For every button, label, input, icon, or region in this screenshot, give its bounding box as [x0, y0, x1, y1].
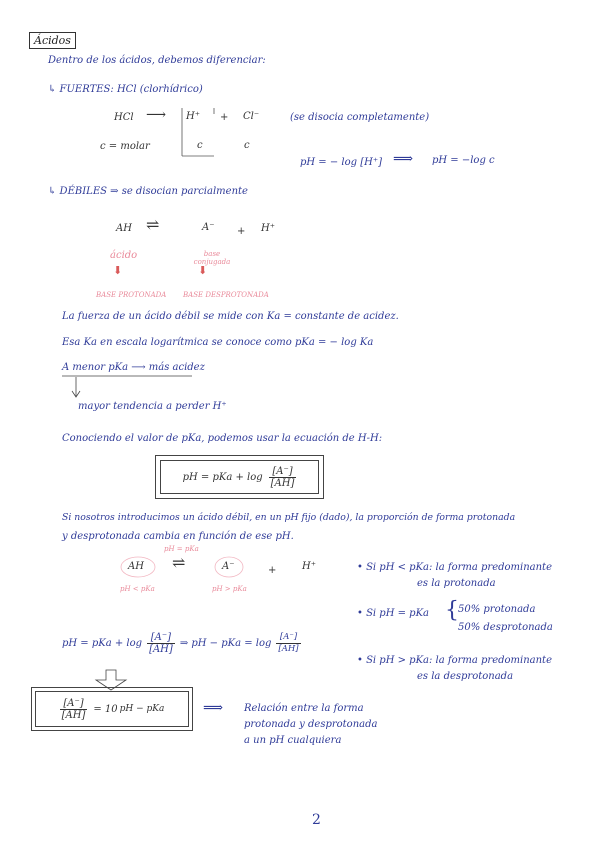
ph-formula: pH = − log [H⁺]	[300, 157, 383, 168]
buffer-a-minus: A⁻	[222, 561, 235, 572]
ah-circle	[121, 557, 155, 577]
strong-c-anion: c	[244, 140, 250, 151]
derivation-denominator: [AH]	[149, 644, 173, 655]
acid-label: ácido	[110, 250, 138, 261]
strong-dissociation-note: (se disocia completamente)	[290, 112, 430, 123]
derivation-denominator-2: [AH]	[278, 644, 299, 654]
buffer-ah: AH	[128, 561, 144, 572]
column-bracket	[182, 108, 214, 156]
ka-definition: La fuerza de un ácido débil se mide con Ka = constante de acidez.	[62, 311, 399, 322]
result-denominator: [AH]	[61, 709, 86, 721]
equilibrium-arrow-icon: ⇌	[172, 553, 186, 572]
relation-line-2: protonada y desprotonada	[244, 719, 378, 730]
hh-numerator: [A⁻]	[269, 466, 297, 478]
case-higher-line-2: es la desprotonada	[417, 671, 514, 682]
buffer-intro-line-2: y desprotonada cambia en función de ese pH.	[62, 531, 294, 542]
case-higher-line-1: • Si pH > pKa: la forma predominante	[357, 655, 552, 666]
case-equal-protonated: 50% protonada	[458, 604, 536, 615]
weak-anion: A⁻	[202, 222, 215, 233]
down-arrow-icon: ⬇	[113, 264, 123, 277]
lower-pka-rule: A menor pKa ⟶ más acidez	[62, 362, 205, 373]
strong-reactant: HCl	[114, 112, 134, 123]
weak-proton: H⁺	[261, 223, 275, 234]
strong-proton: H⁺	[186, 111, 200, 122]
pka-definition: Esa Ka en escala logarítmica se conoce como pKa = − log Ka	[62, 337, 374, 348]
buffer-h-plus: H⁺	[302, 561, 316, 572]
page-title: Ácidos	[29, 32, 76, 49]
relation-line-1: Relación entre la forma	[244, 703, 364, 714]
derivation-left: pH = pKa + log	[62, 638, 143, 649]
weak-reactant: AH	[116, 223, 132, 234]
page-number: 2	[312, 812, 321, 828]
arrow-icon: ⟶	[146, 107, 167, 123]
intro-text: Dentro de los ácidos, debemos diferenciar:	[48, 55, 266, 66]
case-equal: • Si pH = pKa	[357, 608, 429, 619]
case-lower-line-2: es la protonada	[417, 578, 496, 589]
equal-ph-label: pH = pKa	[164, 545, 199, 553]
strong-acids-heading: ↳ FUERTES: HCl (clorhídrico)	[48, 84, 203, 95]
higher-ph-label: pH > pKa	[212, 585, 247, 593]
derivation-middle: ⇒ pH − pKa = log	[179, 638, 272, 649]
brace-icon: {	[445, 598, 459, 623]
weak-acids-heading: ↳ DÉBILES ⇒ se disocian parcialmente	[48, 186, 248, 197]
implies-arrow-icon: ⟹	[393, 151, 414, 167]
result-equals: = 10	[93, 703, 118, 715]
hh-denominator: [AH]	[270, 477, 295, 489]
strong-plus: +	[220, 112, 229, 123]
strong-anion: Cl⁻	[243, 111, 260, 122]
hh-intro: Conociendo el valor de pKa, podemos usar la ecuación de H-H:	[62, 433, 383, 444]
molar-label: c = molar	[100, 141, 150, 152]
down-arrow-icon: ⬇	[198, 264, 208, 277]
strong-c-proton: c	[197, 140, 203, 151]
weak-plus: +	[237, 226, 246, 237]
equilibrium-arrow-icon: ⇌	[146, 215, 160, 234]
tendency-text: mayor tendencia a perder H⁺	[78, 401, 227, 412]
base-label: base conjugada	[193, 250, 231, 266]
hh-left: pH = pKa + log	[182, 471, 263, 483]
case-lower-line-1: • Si pH < pKa: la forma predominante	[357, 562, 552, 573]
deprotonated-base-label: BASE DESPROTONADA	[183, 291, 269, 299]
derivation-numerator: [A⁻]	[147, 632, 175, 644]
hollow-down-arrow-icon	[96, 670, 126, 690]
case-equal-deprotonated: 50% desprotonada	[458, 622, 553, 633]
result-exponent: pH − pKa	[119, 704, 165, 714]
a-minus-circle	[215, 557, 243, 577]
result-numerator: [A⁻]	[60, 698, 88, 710]
ph-result: pH = −log c	[432, 155, 495, 166]
relation-line-3: a un pH cualquiera	[244, 735, 342, 746]
protonated-base-label: BASE PROTONADA	[96, 291, 167, 299]
implies-arrow-icon: ⟹	[203, 700, 224, 716]
buffer-plus: +	[268, 565, 277, 576]
derivation-numerator-2: [A⁻]	[276, 632, 300, 644]
lower-ph-label: pH < pKa	[120, 585, 155, 593]
buffer-intro-line-1: Si nosotros introducimos un ácido débil, en un pH fijo (dado), la proporción de forma protonada	[62, 512, 516, 523]
